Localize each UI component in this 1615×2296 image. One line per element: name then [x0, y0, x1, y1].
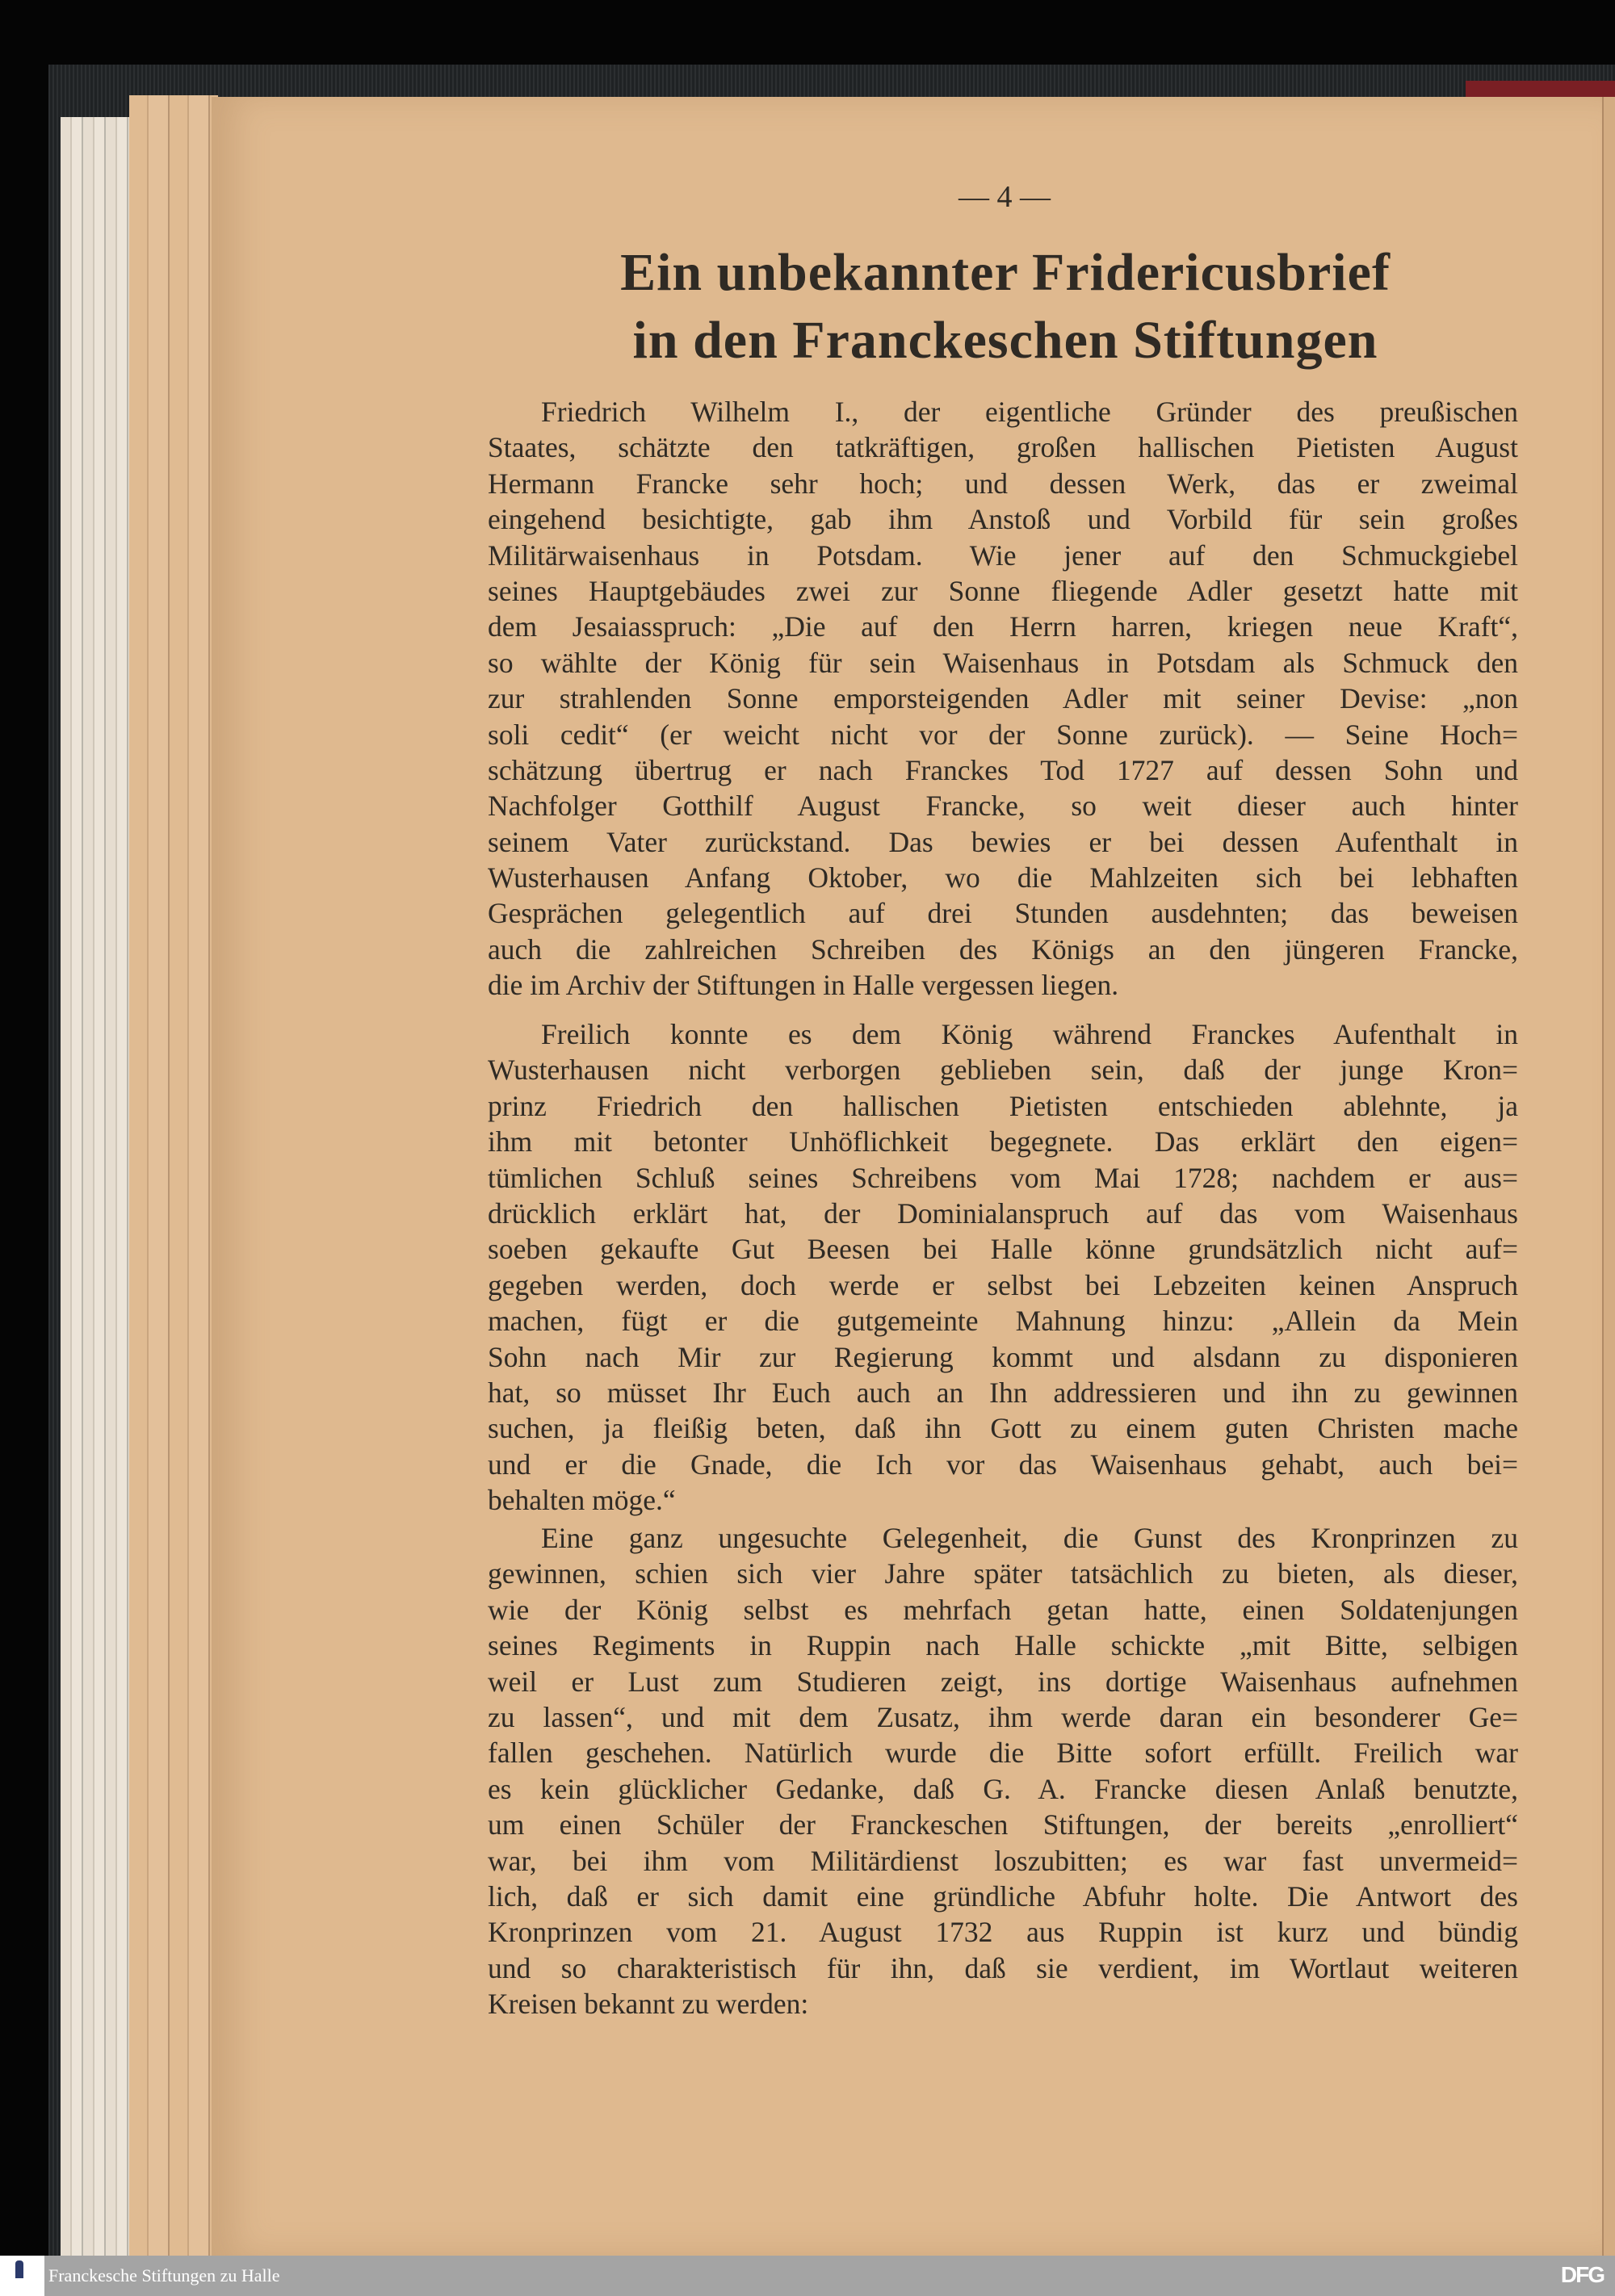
text-line: und er die Gnade, die Ich vor das Waisenhaus gehabt, auch bei=: [488, 1448, 1518, 1481]
text-line: seines Regiments in Ruppin nach Halle schickte „mit Bitte, selbigen: [488, 1629, 1518, 1662]
text-line: und so charakteristisch für ihn, daß sie verdient, im Wortlaut weiteren: [488, 1951, 1518, 1984]
text-line: eingehend besichtigte, gab ihm Anstoß und Vorbild für sein großes: [488, 503, 1518, 536]
text-line: seines Hauptgebäudes zwei zur Sonne fliegende Adler gesetzt hatte mit: [488, 574, 1518, 607]
text-line: behalten möge.“: [488, 1484, 676, 1517]
paragraph-2: [488, 1016, 1518, 1518]
text-line: so wählte der König für sein Waisenhaus in Potsdam als Schmuck den: [488, 646, 1518, 679]
text-line: fallen geschehen. Natürlich wurde die Bitte sofort erfüllt. Freilich war: [488, 1737, 1518, 1770]
text-line: Kronprinzen vom 21. August 1732 aus Ruppin ist kurz und bündig: [488, 1916, 1518, 1949]
text-line: Kreisen bekannt zu werden:: [488, 1988, 809, 2021]
text-line: soli cedit“ (er weicht nicht vor der Sonne zurück). — Seine Hoch=: [488, 718, 1518, 751]
text-line: dem Jesaiasspruch: „Die auf den Herrn harren, kriegen neue Kraft“,: [488, 610, 1518, 643]
institution-name: Franckesche Stiftungen zu Halle: [48, 2265, 280, 2286]
text-line: Militärwaisenhaus in Potsdam. Wie jener auf den Schmuckgiebel: [488, 538, 1518, 572]
text-line: tümlichen Schluß seines Schreibens vom Mai 1728; nachdem er aus=: [488, 1161, 1518, 1194]
text-line: seinem Vater zurückstand. Das bewies er bei dessen Aufenthalt in: [488, 825, 1518, 858]
logo-figure-icon: [15, 2260, 23, 2278]
text-line: Nachfolger Gotthilf August Francke, so weit dieser auch hinter: [488, 790, 1518, 823]
text-line: machen, fügt er die gutgemeinte Mahnung hinzu: „Allein da Mein: [488, 1305, 1518, 1338]
article-title-line-2: in den Franckeschen Stiftungen: [632, 311, 1378, 370]
text-line: Gesprächen gelegentlich auf drei Stunden ausdehnten; das beweisen: [488, 897, 1518, 930]
text-line: schätzung übertrug er nach Franckes Tod 1727 auf dessen Sohn und: [488, 753, 1518, 786]
text-line: Staates, schätzte den tatkräftigen, großen hallischen Pietisten August: [488, 431, 1518, 464]
text-line: Hermann Francke sehr hoch; und dessen Werk, das er zweimal: [488, 467, 1518, 500]
book-cover-red-edge: [1466, 81, 1615, 97]
text-line: lich, daß er sich damit eine gründliche Abfuhr holte. Die Antwort des: [488, 1879, 1518, 1913]
text-line: war, bei ihm vom Militärdienst loszubitten; es war fast unvermeid=: [488, 1844, 1518, 1877]
facing-page-edge: [1602, 97, 1615, 2256]
text-line: gewinnen, schien sich vier Jahre später tatsächlich zu bieten, als dieser,: [488, 1557, 1518, 1590]
text-line: soeben gekaufte Gut Beesen bei Halle könne grundsätzlich nicht auf=: [488, 1233, 1518, 1266]
text-line: weil er Lust zum Studieren zeigt, ins dortige Waisenhaus aufnehmen: [488, 1665, 1518, 1698]
text-line: um einen Schüler der Franckeschen Stiftungen, der bereits „enrolliert“: [488, 1808, 1518, 1841]
text-line: Sohn nach Mir zur Regierung kommt und alsdann zu disponieren: [488, 1340, 1518, 1373]
text-line: ihm mit betonter Unhöflichkeit begegnete. Das erklärt den eigen=: [488, 1125, 1518, 1158]
text-line: Wusterhausen nicht verborgen geblieben sein, daß der junge Kron=: [488, 1054, 1518, 1087]
paragraph-3: [488, 1520, 1518, 2022]
text-line: Freilich konnte es dem König während Franckes Aufenthalt in: [541, 1018, 1518, 1050]
text-line: zu lassen“, und mit dem Zusatz, ihm werde daran ein besonderer Ge=: [488, 1700, 1518, 1733]
text-line: auch die zahlreichen Schreiben des Königs an den jüngeren Francke,: [488, 932, 1518, 966]
text-line: die im Archiv der Stiftungen in Halle vergessen liegen.: [488, 969, 1119, 1002]
text-line: wie der König selbst es mehrfach getan hatte, einen Soldatenjungen: [488, 1593, 1518, 1626]
text-line: suchen, ja fleißig beten, daß ihn Gott zu einem guten Christen mache: [488, 1412, 1518, 1445]
page-stack-edges: [61, 117, 133, 2256]
text-line: gegeben werden, doch werde er selbst bei Lebzeiten keinen Anspruch: [488, 1268, 1518, 1301]
text-line: prinz Friedrich den hallischen Pietisten entschieden ablehnte, ja: [488, 1089, 1518, 1122]
page-number: — 4 —: [959, 180, 1051, 214]
text-line: hat, so müsset Ihr Euch auch an Ihn addressieren und ihn zu gewinnen: [488, 1376, 1518, 1409]
franckesche-stiftungen-logo: [0, 2256, 44, 2296]
paragraph-1: [488, 394, 1518, 1003]
dfg-logo: DFG: [1560, 2262, 1604, 2287]
viewer-footer-bar: [0, 2256, 1615, 2296]
page-stack-edges-tan: [129, 95, 218, 2256]
text-line: Eine ganz ungesuchte Gelegenheit, die Gunst des Kronprinzen zu: [541, 1522, 1518, 1554]
text-line: Friedrich Wilhelm I., der eigentliche Gründer des preußischen: [541, 396, 1518, 428]
article-title-line-1: Ein unbekannter Fridericusbrief: [620, 243, 1391, 302]
text-line: Wusterhausen Anfang Oktober, wo die Mahlzeiten sich bei lebhaften: [488, 861, 1518, 895]
text-line: drücklich erklärt hat, der Dominialanspruch auf das vom Waisenhaus: [488, 1196, 1518, 1230]
text-line: zur strahlenden Sonne emporsteigenden Adler mit seiner Devise: „non: [488, 682, 1518, 715]
text-line: es kein glücklicher Gedanke, daß G. A. Francke diesen Anlaß benutzte,: [488, 1772, 1518, 1805]
